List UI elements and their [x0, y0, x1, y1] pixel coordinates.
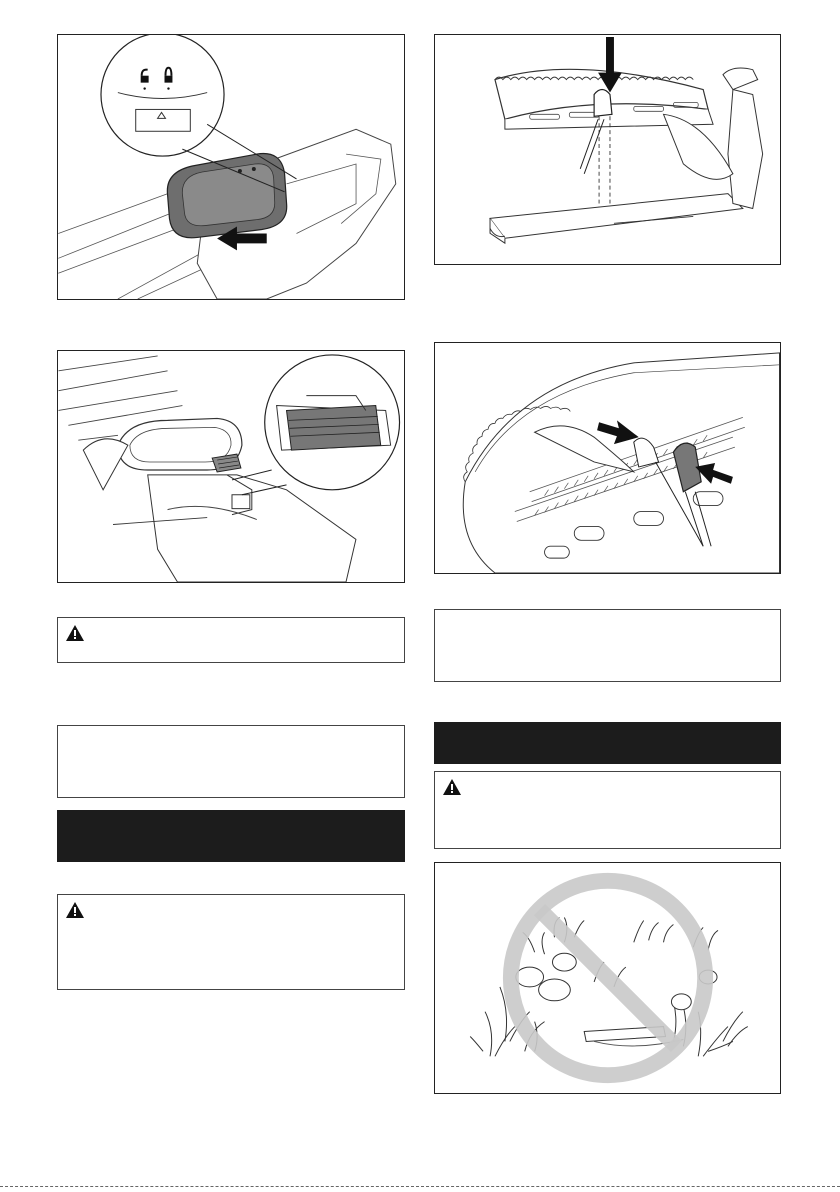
figure-prohibited-ground	[434, 862, 781, 1094]
warning-triangle-icon	[65, 901, 85, 919]
prohibited-ground-illustration	[435, 863, 780, 1093]
blade-cover-clips-illustration	[435, 343, 780, 573]
blade-cover-mount-illustration	[435, 35, 780, 264]
figure-battery-lock	[57, 34, 405, 300]
warning-triangle-icon	[442, 778, 462, 796]
figure-blade-cover-mount	[434, 34, 781, 265]
section-header-bar-2	[434, 722, 781, 764]
warning-box-1	[57, 617, 405, 663]
note-box-2	[434, 609, 781, 682]
note-box-1	[57, 725, 405, 798]
warning-triangle-icon	[65, 624, 85, 642]
figure-battery-release	[57, 350, 405, 583]
section-header-bar-1	[57, 810, 405, 862]
page-bottom-rule	[0, 1186, 840, 1187]
battery-release-illustration	[58, 351, 404, 582]
battery-lock-illustration	[58, 35, 404, 299]
warning-box-3	[434, 771, 781, 849]
warning-box-2	[57, 894, 405, 990]
figure-blade-cover-clips	[434, 342, 781, 574]
